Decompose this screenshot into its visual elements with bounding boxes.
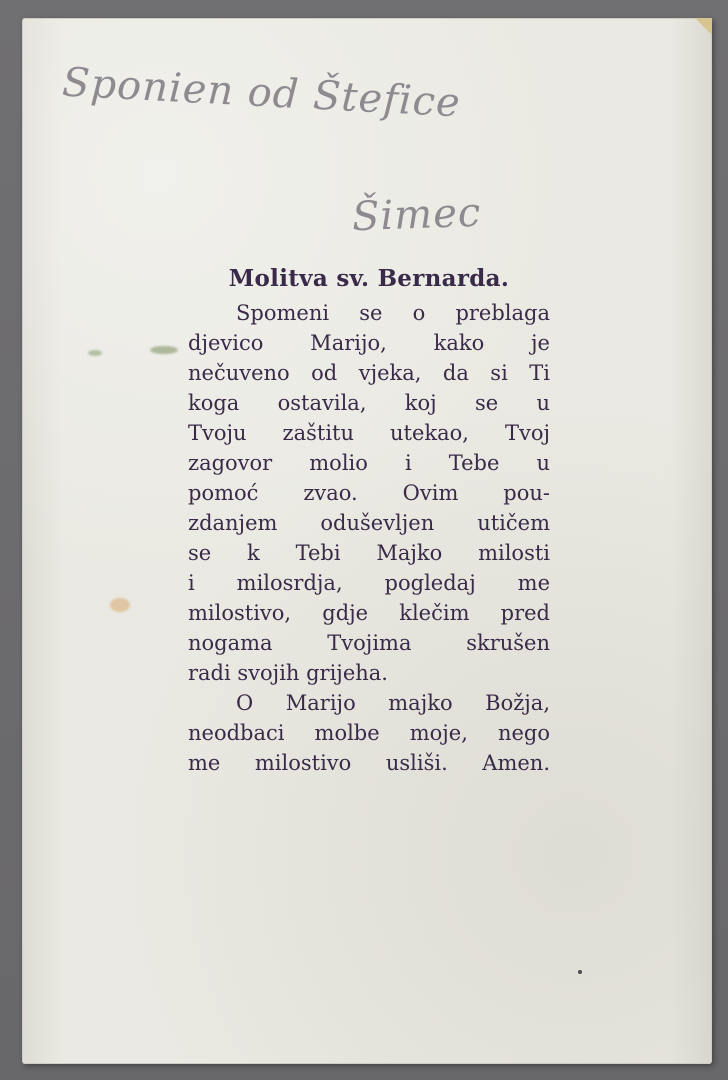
prayer-line: i milosrdja, pogledaj me xyxy=(188,571,550,595)
prayer-line: Spomeni se o preblaga xyxy=(236,301,550,325)
prayer-card xyxy=(22,18,712,1064)
prayer-line: Tvoju zaštitu utekao, Tvoj xyxy=(188,421,550,445)
prayer-line: zdanjem oduševljen utičem xyxy=(188,511,550,535)
card-stain xyxy=(150,346,178,354)
prayer-line: pomoć zvao. Ovim pou- xyxy=(188,481,550,505)
prayer-line: nogama Tvojima skrušen xyxy=(188,631,550,655)
handwritten-name: Šimec xyxy=(351,189,482,241)
ink-speck xyxy=(578,970,582,974)
card-stain xyxy=(110,598,130,612)
prayer-line: zagovor molio i Tebe u xyxy=(188,451,550,475)
prayer-line: koga ostavila, koj se u xyxy=(188,391,550,415)
prayer-line: me milostivo usliši. Amen. xyxy=(188,751,550,775)
prayer-line: radi svojih grijeha. xyxy=(188,661,388,685)
prayer-title: Molitva sv. Bernarda. xyxy=(228,265,510,292)
prayer-line: djevico Marijo, kako je xyxy=(188,331,550,355)
prayer-line: milostivo, gdje klečim pred xyxy=(188,601,550,625)
prayer-line: se k Tebi Majko milosti xyxy=(188,541,550,565)
prayer-line: O Marijo majko Božja, xyxy=(236,691,550,715)
card-stain xyxy=(88,350,102,356)
handwritten-dedication: Sponien od Štefice xyxy=(61,59,462,127)
card-corner-wear xyxy=(688,18,712,36)
prayer-text-block xyxy=(188,262,550,778)
prayer-line: neodbaci molbe moje, nego xyxy=(188,721,550,745)
prayer-line: nečuveno od vjeka, da si Ti xyxy=(188,361,550,385)
